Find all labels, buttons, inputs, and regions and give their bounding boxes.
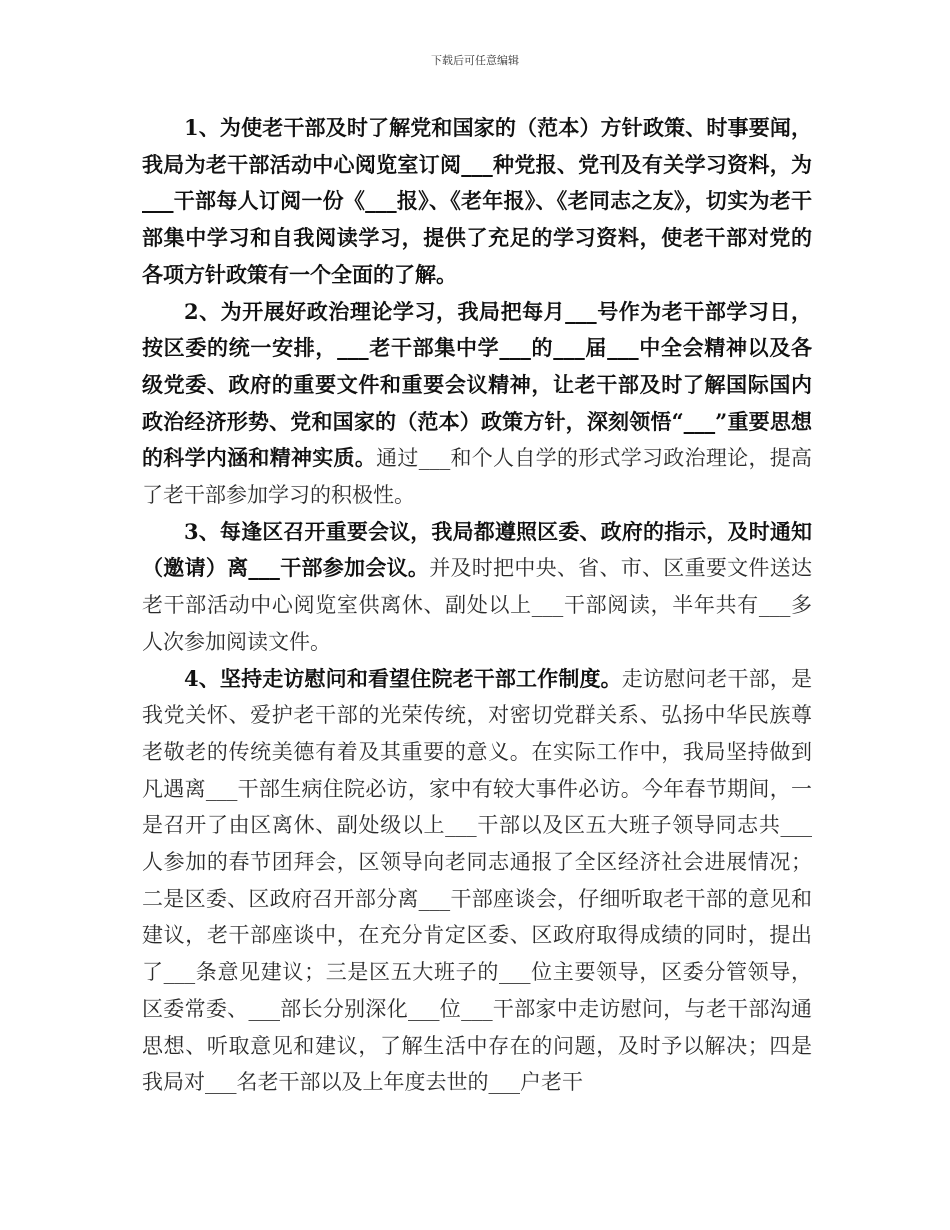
paragraph-2-normal: 通过___和个人自学的形式学习政治理论，提高了老干部参加学习的积极性。: [142, 446, 813, 508]
paragraph-1-bold: 1、为使老干部及时了解党和国家的（范本）方针政策、时事要闻，我局为老干部活动中心阅览室订阅___种党报、党刊及有关学习资料，为___干部每人订阅一份《___报》、《老年报》、《老同志之友》，切实为老干部集中学习和自我阅读学习，提供了充足的学习资料，使老干部对党的各项方针政策有一个全面的了解。: [142, 115, 812, 287]
paragraph-3: [142, 514, 812, 661]
document-body: [142, 110, 812, 1101]
paragraph-2: [142, 294, 812, 514]
paragraph-4: [142, 661, 812, 1101]
paragraph-1: [142, 110, 812, 294]
paragraph-3-bold: 3、每逢区召开重要会议，我局都遵照区委、政府的指示，及时通知（邀请）离___干部参加会议。: [142, 518, 812, 581]
paragraph-3-normal: 并及时把中央、省、市、区重要文件送达老干部活动中心阅览室供离休、副处以上___干部阅读，半年共有___多人次参加阅读文件。: [142, 556, 813, 654]
paragraph-2-bold: 2、为开展好政治理论学习，我局把每月___号作为老干部学习日，按区委的统一安排，___老干部集中学___的___届___中全会精神以及各级党委、政府的重要文件和重要会议精神，让老干部及时了解国际国内政治经济形势、党和国家的（范本）政策方针，深刻领悟“___”重要思想的科学内涵和精神实质。: [142, 298, 812, 471]
paragraph-4-bold: 4、坚持走访慰问和看望住院老干部工作制度。: [184, 665, 622, 691]
paragraph-4-normal: 走访慰问老干部，是我党关怀、爱护老干部的光荣传统，对密切党群关系、弘扬中华民族尊老敬老的传统美德有着及其重要的意义。在实际工作中，我局坚持做到凡遇离___干部生病住院必访，家中有较大事件必访。今年春节期间，一是召开了由区离休、副处级以上___干部以及区五大班子领导同志共___人参加的春节团拜会，区领导向老同志通报了全区经济社会进展情况；二是区委、区政府召开部分离___干部座谈会，仔细听取老干部的意见和建议，老干部座谈中，在充分肯定区委、区政府取得成绩的同时，提出了___条意见建议；三是区五大班子的___位主要领导，区委分管领导，区委常委、___部长分别深化___位___干部家中走访慰问，与老干部沟通思想、听取意见和建议，了解生活中存在的问题，及时予以解决；四是我局对___名老干部以及上年度去世的___户老干: [142, 666, 812, 1095]
page-header: 下载后可任意编辑: [431, 54, 519, 67]
